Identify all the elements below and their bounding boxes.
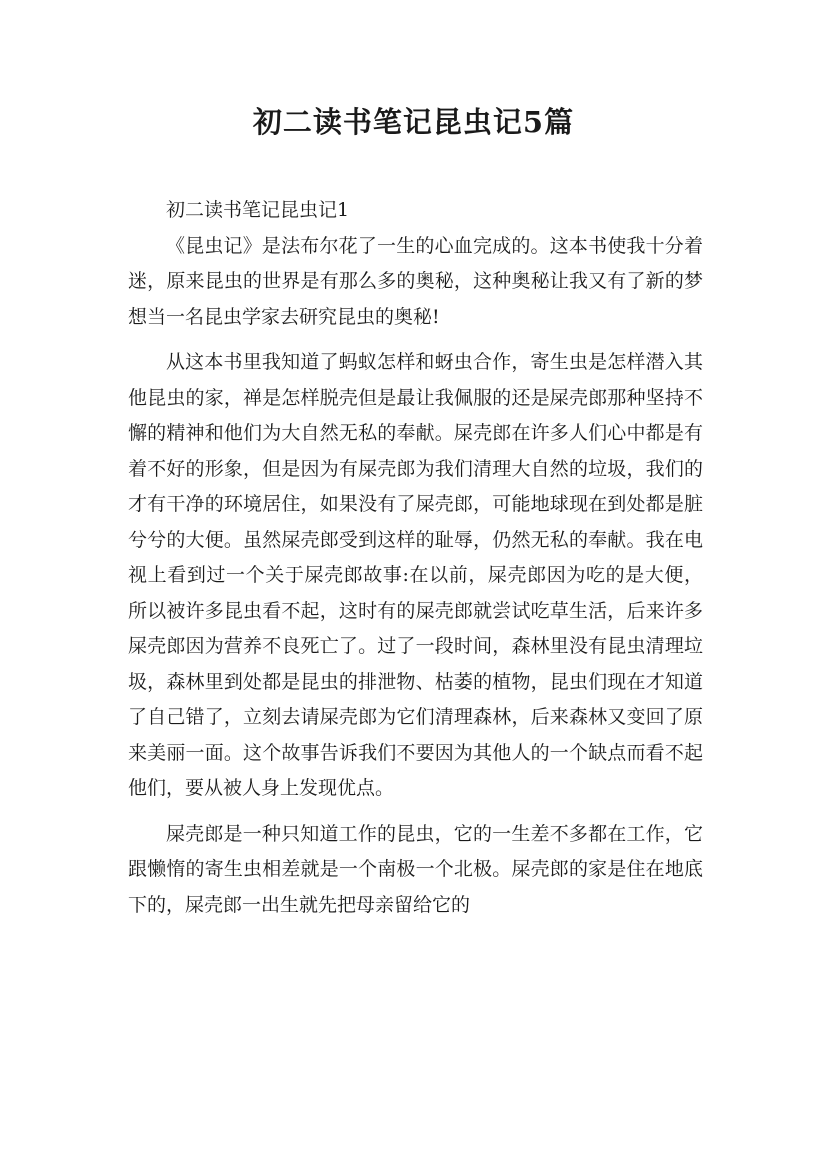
paragraph-1: 《昆虫记》是法布尔花了一生的心血完成的。这本书使我十分着迷，原来昆虫的世界是有那么多的奥秘，这种奥秘让我又有了新的梦想当一名昆虫学家去研究昆虫的奥秘! bbox=[128, 234, 703, 328]
paragraph-3: 屎壳郎是一种只知道工作的昆虫，它的一生差不多都在工作，它跟懒惰的寄生虫相差就是一个南极一个北极。屎壳郎的家是住在地底下的，屎壳郎一出生就先把母亲留给它的 bbox=[128, 822, 703, 916]
paragraph-2: 从这本书里我知道了蚂蚁怎样和蚜虫合作，寄生虫是怎样潜入其他昆虫的家，禅是怎样脱壳但是最让我佩服的还是屎壳郎那种坚持不懈的精神和他们为大自然无私的奉献。屎壳郎在许多人们心中都是有着不好的形象，但是因为有屎壳郎为我们清理大自然的垃圾，我们的才有干净的环境居住，如果没有了屎壳郎，可能地球现在到处都是脏兮兮的大便。虽然屎壳郎受到这样的耻辱，仍然无私的奉献。我在电视上看到过一个关于屎壳郎故事:在以前，屎壳郎因为吃的是大便，所以被许多昆虫看不起，这时有的屎壳郎就尝试吃草生活，后来许多屎壳郎因为营养不良死亡了。过了一段时间，森林里没有昆虫清理垃圾，森林里到处都是昆虫的排泄物、枯萎的植物，昆虫们现在才知道了自己错了，立刻去请屎壳郎为它们清理森林，后来森林又变回了原来美丽一面。这个故事告诉我们不要因为其他人的一个缺点而看不起他们，要从被人身上发现优点。 bbox=[128, 351, 703, 799]
document-title: 初二读书笔记昆虫记5篇 bbox=[252, 105, 575, 139]
document-body bbox=[128, 193, 703, 933]
section-heading: 初二读书笔记昆虫记1 bbox=[166, 199, 350, 221]
